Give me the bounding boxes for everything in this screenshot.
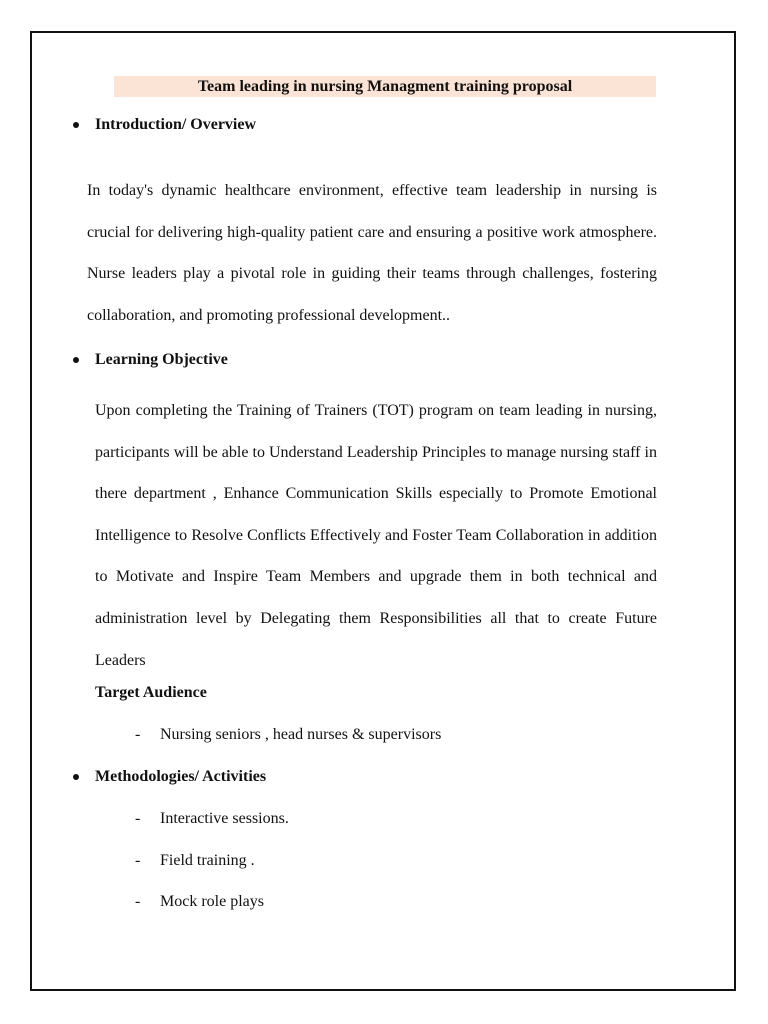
bullet-icon xyxy=(73,122,79,128)
introduction-heading-text: Introduction/ Overview xyxy=(95,116,257,133)
list-item-text: Interactive sessions. xyxy=(160,810,289,827)
introduction-heading xyxy=(95,115,256,135)
document-page xyxy=(30,31,736,991)
bullet-icon xyxy=(73,357,79,363)
methodologies-heading-text: Methodologies/ Activities xyxy=(95,768,267,785)
bullet-icon xyxy=(73,774,79,780)
document-title: Team leading in nursing Managment training proposal xyxy=(114,76,656,97)
dash-marker: - xyxy=(135,893,141,911)
dash-marker: - xyxy=(135,810,141,827)
learning-objective-heading-text: Learning Objective xyxy=(95,351,228,368)
list-item-text: Nursing seniors , head nurses & supervisors xyxy=(160,726,442,743)
list-item-text: Mock role plays xyxy=(160,893,264,911)
dash-marker: - xyxy=(135,726,141,743)
list-item-text: Field training . xyxy=(160,851,255,869)
learning-objective-heading xyxy=(95,350,228,370)
methodologies-heading xyxy=(95,767,266,787)
dash-marker: - xyxy=(135,851,141,869)
target-audience-heading: Target Audience xyxy=(95,684,207,701)
introduction-paragraph: In today's dynamic healthcare environment, effective team leadership in nursing is crucial for delivering high-quality patient care and ensuring a positive work atmosphere. Nurse leaders play a pivotal role in guiding their teams through challenges, fostering collaboration, and promoting professional development.. xyxy=(87,182,657,324)
learning-objective-paragraph: Upon completing the Training of Trainers (TOT) program on team leading in nursing, participants will be able to Understand Leadership Principles to manage nursing staff in there department , Enhance Communication Skills especially to Promote Emotional Intelligence to Resolve Conflicts Effectively and Foster Team Collaboration in addition to Motivate and Inspire Team Members and upgrade them in both technical and administration level by Delegating them Responsibilities all that to create Future Leaders xyxy=(95,402,657,669)
